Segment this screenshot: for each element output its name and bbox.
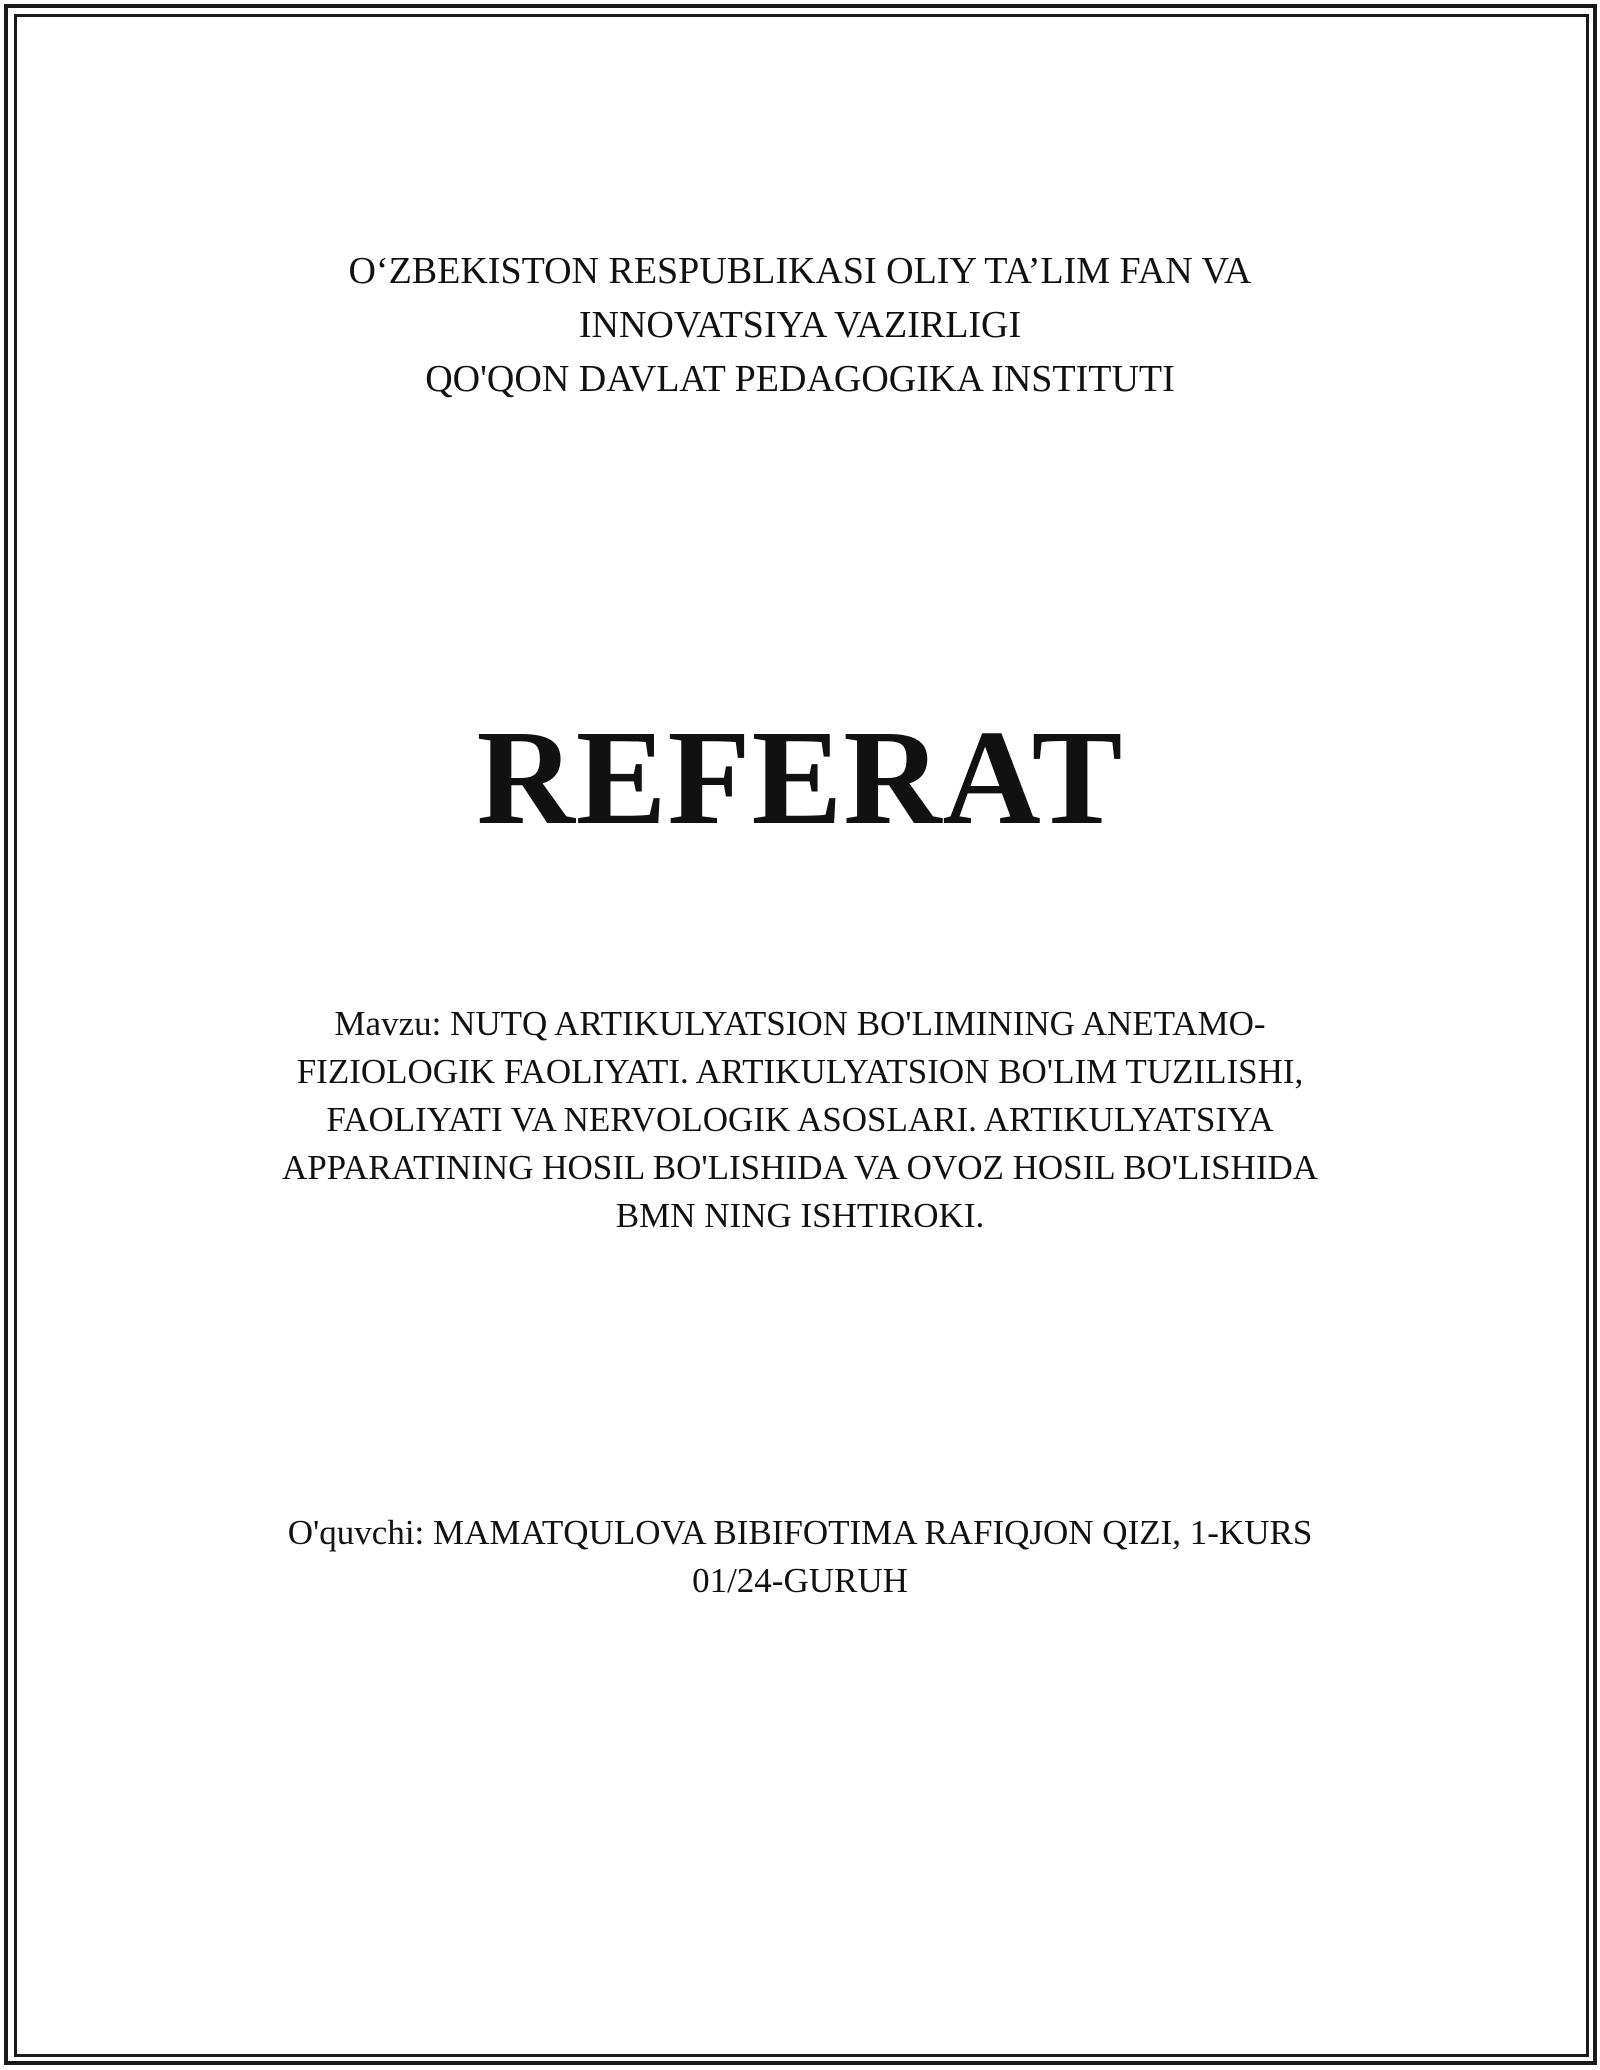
topic-line: Mavzu: NUTQ ARTIKULYATSION BO'LIMINING ANETAMO- — [334, 1004, 1266, 1043]
document-title: REFERAT — [476, 703, 1124, 853]
topic-line: BMN NING ISHTIROKI. — [615, 1196, 985, 1235]
header-line-ministry: O‘ZBEKISTON RESPUBLIKASI OLIY TA’LIM FAN VA — [348, 250, 1252, 292]
topic-line: FAOLIYATI VA NERVOLOGIK ASOSLARI. ARTIKULYATSIYA — [326, 1100, 1274, 1139]
student-info — [0, 1509, 1600, 1605]
institution-header — [0, 244, 1600, 406]
topic-line: APPARATINING HOSIL BO'LISHIDA VA OVOZ HOSIL BO'LISHIDA — [281, 1148, 1319, 1187]
header-line-institute: QO'QON DAVLAT PEDAGOGIKA INSTITUTI — [425, 358, 1175, 400]
header-line-ministry-cont: INNOVATSIYA VAZIRLIGI — [578, 304, 1022, 346]
student-line-group: 01/24-GURUH — [692, 1561, 908, 1600]
student-line-name: O'quvchi: MAMATQULOVA BIBIFOTIMA RAFIQJON QIZI, 1-KURS — [287, 1513, 1313, 1552]
topic-paragraph — [0, 1000, 1600, 1240]
topic-line: FIZIOLOGIK FAOLIYATI. ARTIKULYATSION BO'LIM TUZILISHI, — [296, 1052, 1304, 1091]
